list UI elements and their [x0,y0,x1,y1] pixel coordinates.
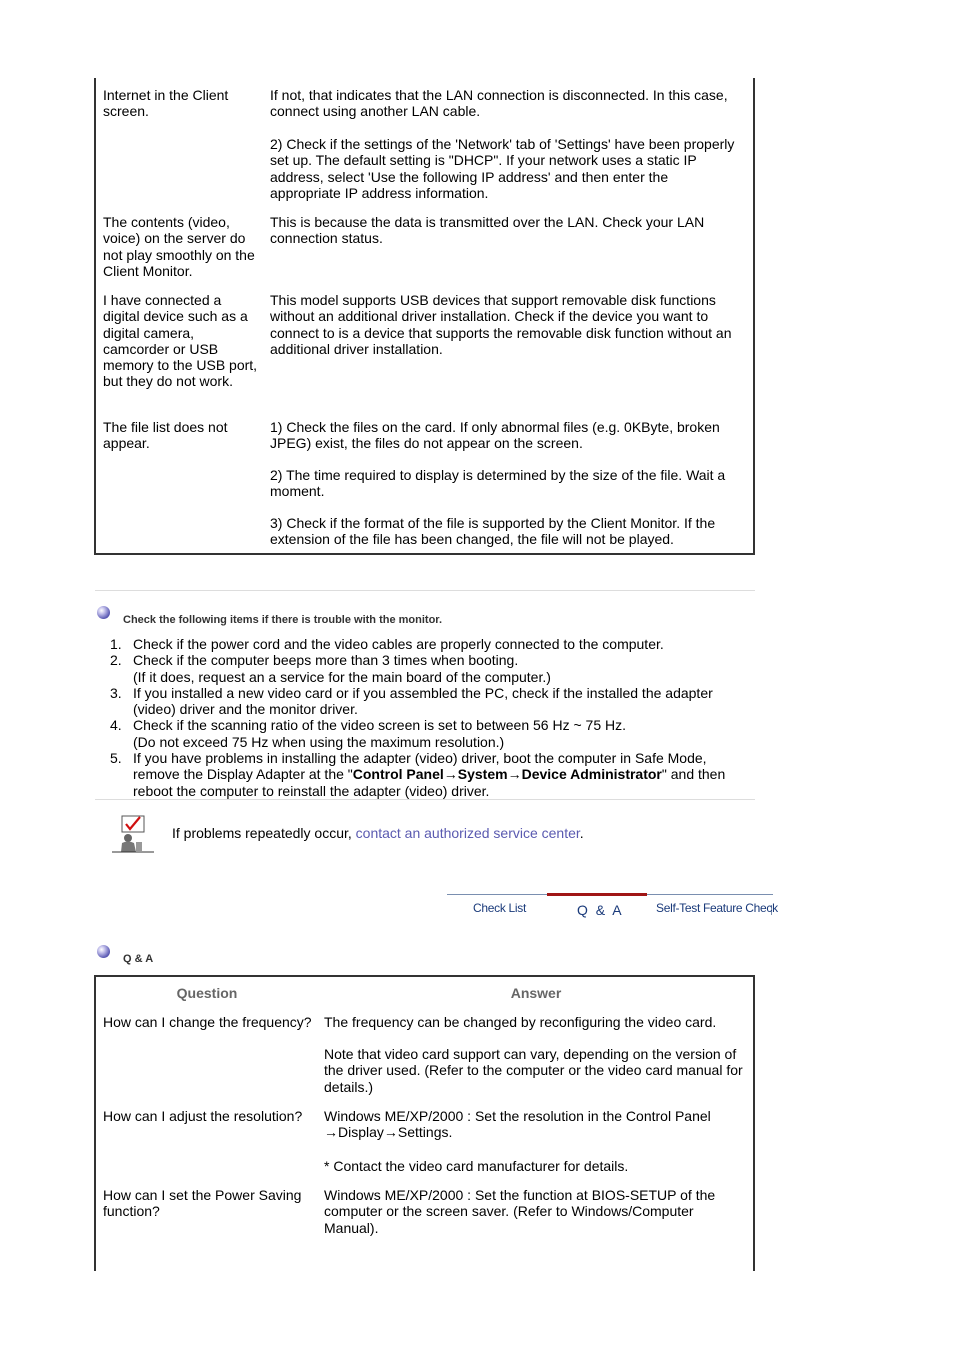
step-text: Check if the scanning ratio of the video screen is set to between 56 Hz ~ 75 Hz. [133,717,626,734]
qa-answer: * Contact the video card manufacturer for details. [324,1158,629,1174]
qa-question: How can I adjust the resolution? [103,1108,303,1124]
trouble-question: The contents (video, voice) on the server do not play smoothly on the Client Monitor. [103,214,255,279]
tab-underline [447,894,547,895]
list-item [96,636,756,652]
trouble-answer: If not, that indicates that the LAN connection is disconnected. In this case, connect using another LAN cable. [270,87,728,120]
trouble-question: I have connected a digital device such as a digital camera, camcorder or USB memory to the USB port, but they do not work. [103,292,258,390]
tab-self-test-feature-check[interactable]: Self-Test Feature Check [656,901,778,915]
tab-check-list[interactable]: Check List [473,901,527,915]
step-text: If you installed a new video card or if you assembled the PC, check if the installed the adapter (video) driver and the monitor driver. [133,684,713,718]
qa-answer: Windows ME/XP/2000 : Set the function at BIOS-SETUP of the computer or the screen saver. (Refer to Windows/Computer Manual). [324,1187,716,1236]
section-divider [95,799,755,800]
trouble-question: Internet in the Client screen. [103,87,229,120]
step-number: 1. [110,636,122,652]
tab-q-and-a[interactable]: Q & A [577,902,624,918]
service-center-link[interactable]: contact an authorized service center [355,825,580,841]
menu-path: Control Panel→System→Device Administrator [352,766,662,783]
trouble-answer: 2) The time required to display is determined by the size of the file. Wait a moment. [270,467,726,500]
trouble-question: The file list does not appear. [103,419,228,452]
qa-answer: The frequency can be changed by reconfiguring the video card. [324,1014,717,1030]
bullet-icon [97,606,110,619]
bullet-icon [97,945,110,958]
note-prefix: If problems repeatedly occur, [172,825,356,841]
monitor-check-list [96,636,756,799]
trouble-answer: This model supports USB devices that support removable disk functions without an additional driver installation. Check if the device you want to connect to is a device that supports the removable disk function without an additional driver installation. [270,292,732,357]
trouble-answer: 2) Check if the settings of the 'Network' tab of 'Settings' have been properly set up. The default setting is "DHCP". If your network uses a static IP address, select 'Use the following IP address' and then enter the appropriate IP address information. [270,136,735,201]
step-text: (Do not exceed 75 Hz when using the maximum resolution.) [133,733,505,750]
qa-header-answer: Answer [510,985,562,1001]
note-text [172,825,584,841]
trouble-answer: 3) Check if the format of the file is supported by the Client Monitor. If the extension of the file has been changed, the file will not be played. [270,515,716,548]
step-text: (If it does, request an a service for the main board of the computer.) [133,668,551,685]
step-number: 2. [110,652,122,669]
step-number: 3. [110,684,122,701]
note-icon [110,814,156,854]
step-text: Check if the computer beeps more than 3 times when booting. [133,652,519,669]
qa-answer: Note that video card support can vary, depending on the version of the driver used. (Refer to the computer or the video card manual for details.) [324,1046,743,1095]
trouble-answer: This is because the data is transmitted over the LAN. Check your LAN connection status. [270,214,705,247]
active-tab-indicator [547,893,647,896]
qa-question: How can I set the Power Saving function? [103,1187,302,1220]
list-item [96,717,756,750]
step-text: Check if the power cord and the video cables are properly connected to the computer. [133,636,664,652]
qa-header-question: Question [176,985,238,1001]
list-item [96,685,756,718]
qa-question: How can I change the frequency? [103,1014,312,1030]
trouble-answer: 1) Check the files on the card. If only abnormal files (e.g. 0KByte, broken JPEG) exist, the files do not appear on the screen. [270,419,720,452]
step-number: 5. [110,750,122,767]
tab-underline [647,894,773,895]
monitor-check-title: Check the following items if there is trouble with the monitor. [123,614,443,626]
qa-title: Q & A [123,953,154,965]
step-number: 4. [110,717,122,734]
section-divider [95,590,755,591]
step-text: " and then reboot the computer to reinstall the adapter (video) driver. [133,766,726,799]
note-suffix: . [579,825,584,841]
qa-answer: Windows ME/XP/2000 : Set the resolution in the Control Panel →Display→Settings. [324,1108,711,1141]
step-text: If you have problems in installing the adapter (video) driver, boot the computer in Safe Mode, remove the Display Adapter at the " [133,750,707,783]
list-item [96,750,756,799]
list-item [96,652,756,685]
